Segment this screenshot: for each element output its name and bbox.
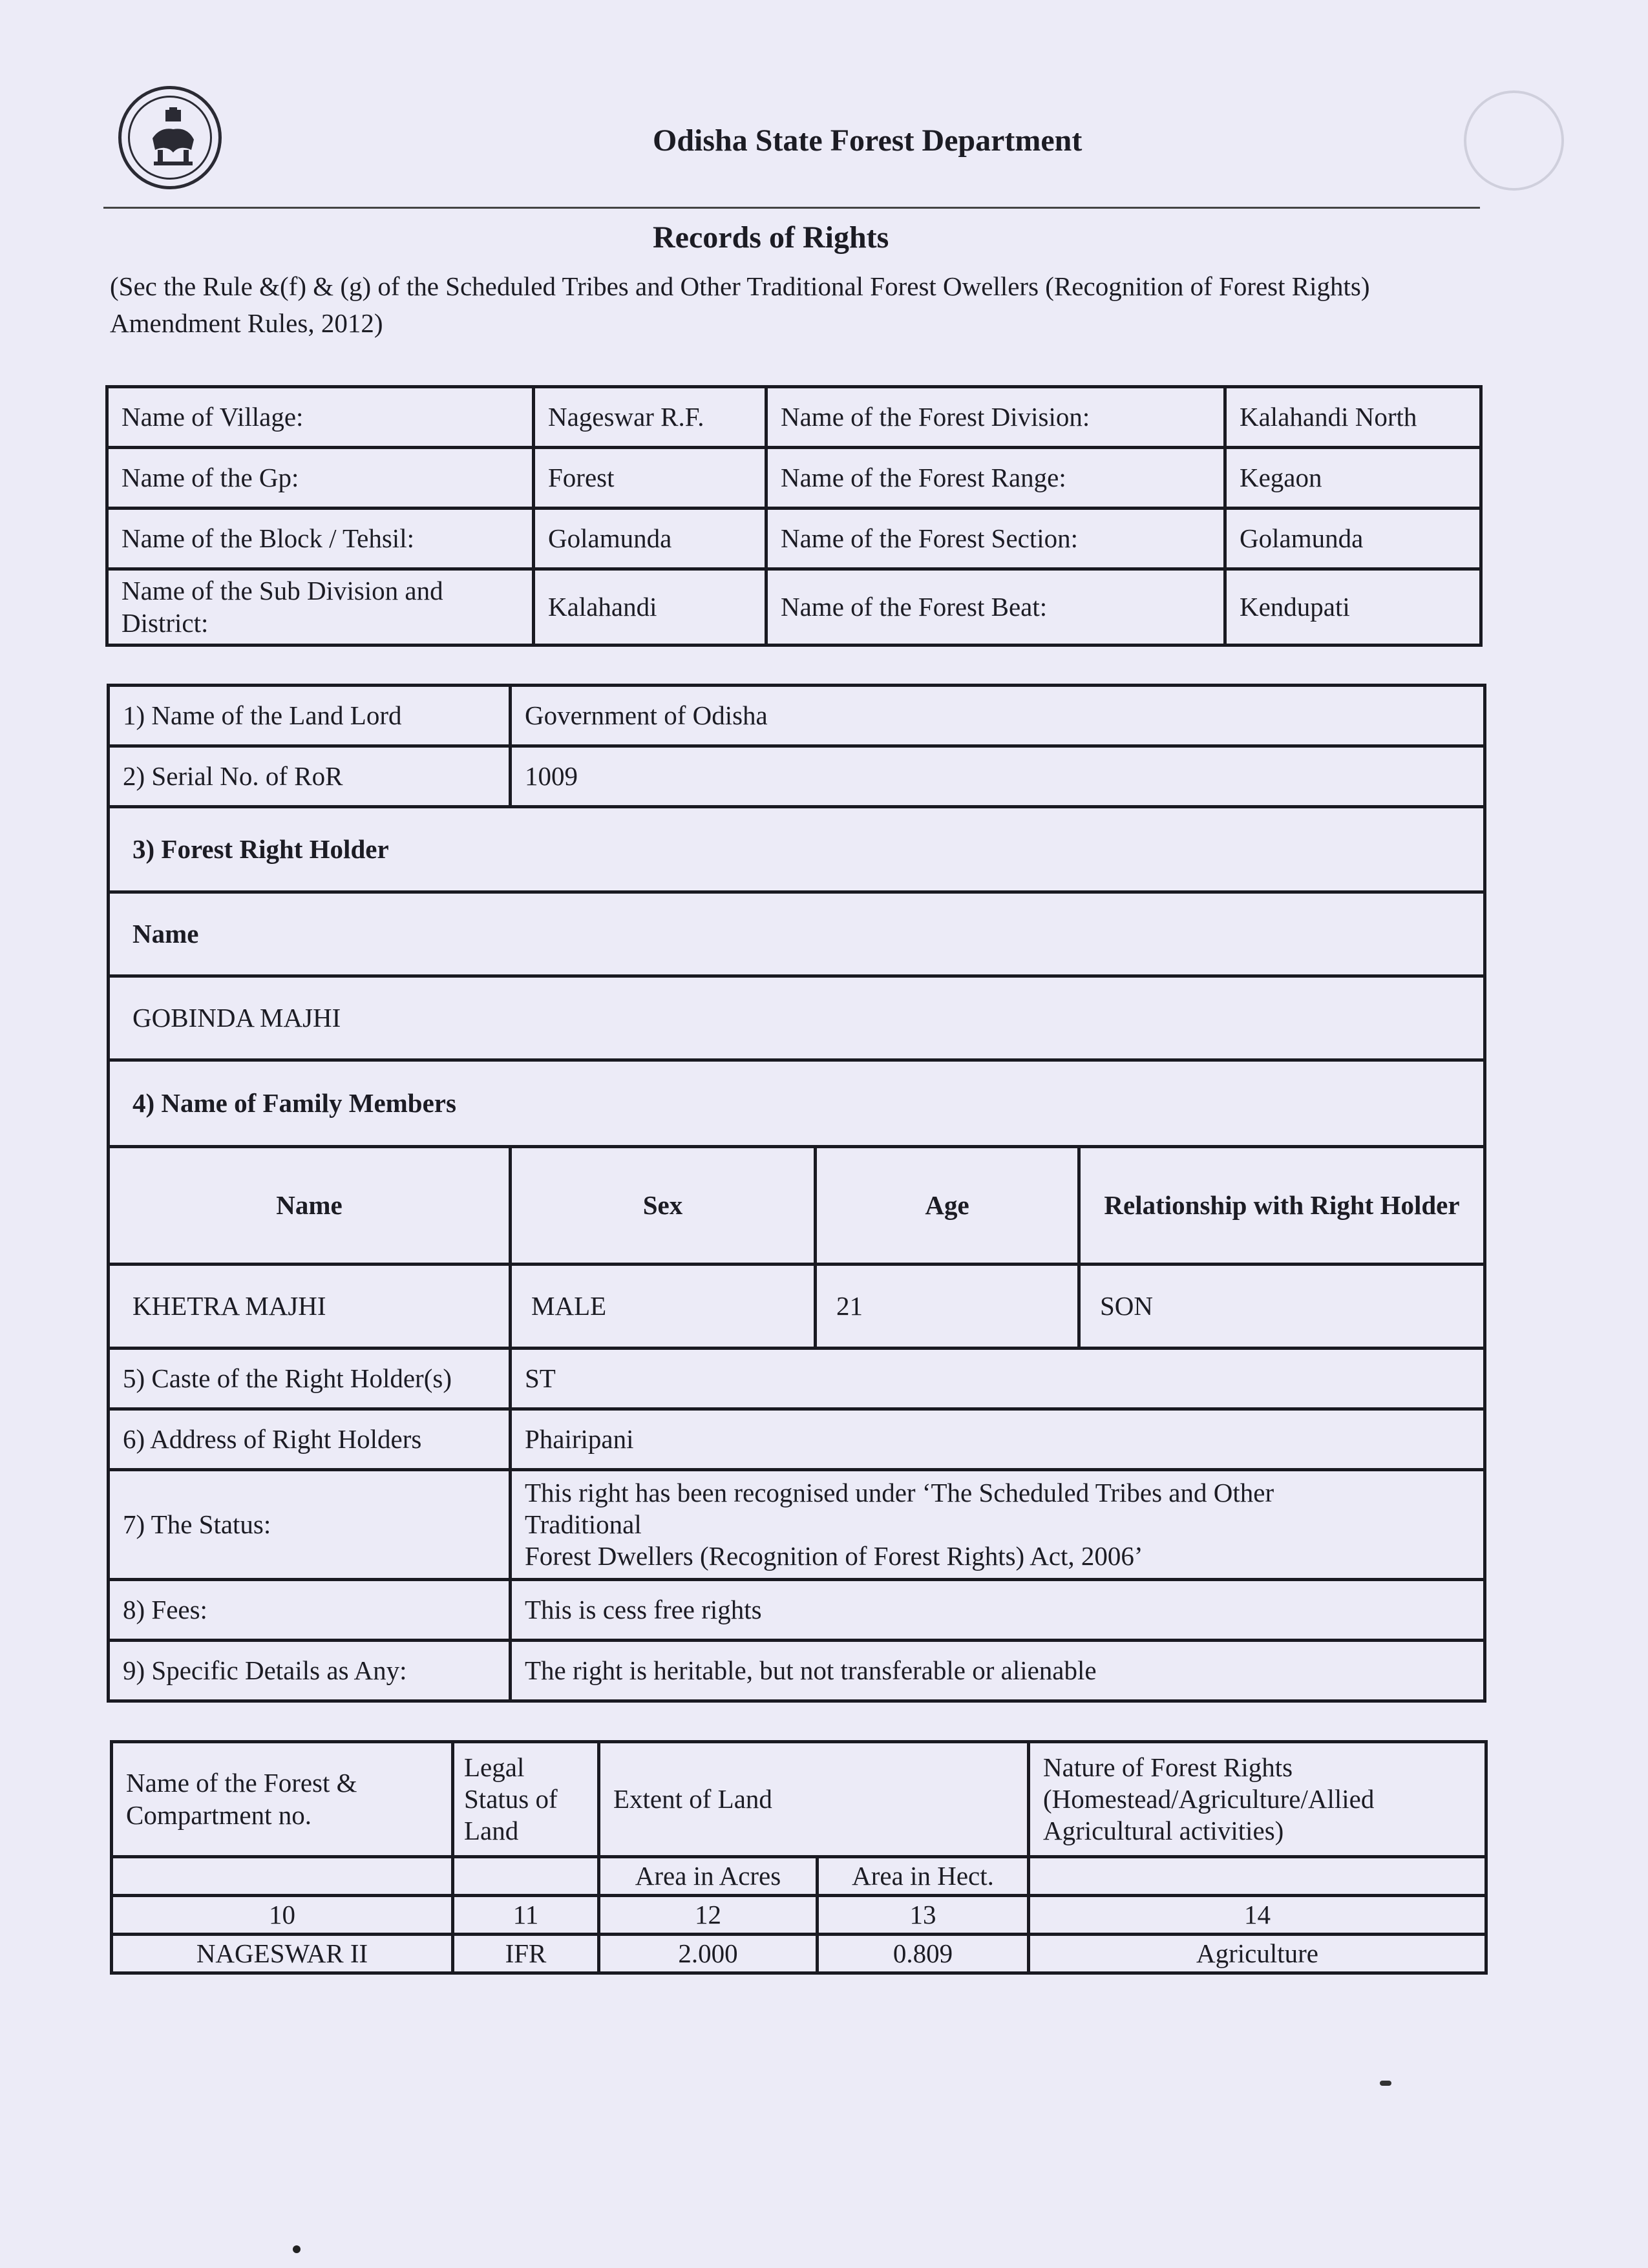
col-nature-of-rights: Nature of Forest Rights (Homestead/Agriculture/Allied Agricultural activities) bbox=[1029, 1742, 1486, 1857]
ink-speck bbox=[293, 2245, 301, 2253]
state-emblem-logo bbox=[118, 86, 222, 189]
table-row bbox=[112, 1742, 1486, 1857]
table-row bbox=[107, 509, 1481, 569]
blank-cell bbox=[1029, 1857, 1486, 1896]
col-number-14: 14 bbox=[1029, 1896, 1486, 1935]
family-col-name: Name bbox=[109, 1147, 511, 1265]
land-nature-of-rights: Agriculture bbox=[1029, 1935, 1486, 1973]
faint-seal-watermark bbox=[1464, 90, 1564, 191]
family-heading: 4) Name of Family Members bbox=[109, 1060, 1485, 1147]
department-name: Odisha State Forest Department bbox=[653, 123, 1083, 158]
table-row bbox=[109, 1641, 1485, 1701]
table-row bbox=[109, 1265, 1485, 1349]
forest-beat-value: Kendupati bbox=[1225, 569, 1481, 646]
document-subtitle: (Sec the Rule &(f) & (g) of the Scheduled Tribes and Other Traditional Forest Owellers (Recognition of Forest Rights) Amendment Rules, 2012) bbox=[110, 271, 1370, 339]
gp-label: Name of the Gp: bbox=[107, 448, 534, 509]
village-value: Nageswar R.F. bbox=[534, 387, 766, 448]
village-label: Name of Village: bbox=[107, 387, 534, 448]
details-label: 9) Specific Details as Any: bbox=[109, 1641, 511, 1701]
caste-value: ST bbox=[511, 1349, 1485, 1409]
table-row bbox=[112, 1896, 1486, 1935]
family-member-relationship: SON bbox=[1079, 1265, 1485, 1349]
table-row bbox=[112, 1935, 1486, 1973]
table-row bbox=[109, 1060, 1485, 1147]
family-member-age: 21 bbox=[816, 1265, 1079, 1349]
holder-name: GOBINDA MAJHI bbox=[109, 976, 1485, 1060]
land-area-acres: 2.000 bbox=[599, 1935, 818, 1973]
table-row bbox=[109, 746, 1485, 807]
table-row bbox=[109, 976, 1485, 1060]
table-row bbox=[109, 1349, 1485, 1409]
fees-value: This is cess free rights bbox=[511, 1580, 1485, 1641]
forest-range-label: Name of the Forest Range: bbox=[766, 448, 1225, 509]
status-text-line-1: This right has been recognised under ‘The Scheduled Tribes and Other Traditional bbox=[525, 1477, 1274, 1539]
sub-division-value: Kalahandi bbox=[534, 569, 766, 646]
status-value bbox=[511, 1470, 1485, 1580]
family-member-sex: MALE bbox=[511, 1265, 816, 1349]
forest-beat-label: Name of the Forest Beat: bbox=[766, 569, 1225, 646]
status-label: 7) The Status: bbox=[109, 1470, 511, 1580]
family-col-age: Age bbox=[816, 1147, 1079, 1265]
col-area-acres: Area in Acres bbox=[599, 1857, 818, 1896]
land-area-hect: 0.809 bbox=[818, 1935, 1029, 1973]
family-col-sex: Sex bbox=[511, 1147, 816, 1265]
col-number-10: 10 bbox=[112, 1896, 453, 1935]
forest-division-label: Name of the Forest Division: bbox=[766, 387, 1225, 448]
serial-value: 1009 bbox=[511, 746, 1485, 807]
document-title: Records of Rights bbox=[653, 220, 889, 255]
table-row bbox=[109, 1409, 1485, 1470]
land-legal-status: IFR bbox=[453, 1935, 599, 1973]
col-area-hect: Area in Hect. bbox=[818, 1857, 1029, 1896]
col-forest-compartment: Name of the Forest & Compartment no. bbox=[112, 1742, 453, 1857]
caste-label: 5) Caste of the Right Holder(s) bbox=[109, 1349, 511, 1409]
table-row bbox=[109, 807, 1485, 892]
holder-name-heading: Name bbox=[109, 892, 1485, 976]
block-tehsil-label: Name of the Block / Tehsil: bbox=[107, 509, 534, 569]
address-value: Phairipani bbox=[511, 1409, 1485, 1470]
blank-cell bbox=[112, 1857, 453, 1896]
header-rule bbox=[103, 207, 1480, 209]
table-row bbox=[107, 448, 1481, 509]
col-number-11: 11 bbox=[453, 1896, 599, 1935]
table-row bbox=[109, 1580, 1485, 1641]
forest-range-value: Kegaon bbox=[1225, 448, 1481, 509]
table-row bbox=[107, 387, 1481, 448]
forest-section-label: Name of the Forest Section: bbox=[766, 509, 1225, 569]
sub-division-label: Name of the Sub Division and District: bbox=[107, 569, 534, 646]
table-row bbox=[109, 1147, 1485, 1265]
col-legal-status: Legal Status of Land bbox=[453, 1742, 599, 1857]
col-number-13: 13 bbox=[818, 1896, 1029, 1935]
holder-heading: 3) Forest Right Holder bbox=[109, 807, 1485, 892]
family-col-relationship: Relationship with Right Holder bbox=[1079, 1147, 1485, 1265]
family-member-name: KHETRA MAJHI bbox=[109, 1265, 511, 1349]
land-lord-label: 1) Name of the Land Lord bbox=[109, 686, 511, 746]
land-forest-name: NAGESWAR II bbox=[112, 1935, 453, 1973]
table-row bbox=[109, 1470, 1485, 1580]
col-number-12: 12 bbox=[599, 1896, 818, 1935]
table-row bbox=[107, 569, 1481, 646]
land-lord-value: Government of Odisha bbox=[511, 686, 1485, 746]
details-value: The right is heritable, but not transferable or alienable bbox=[511, 1641, 1485, 1701]
forest-section-value: Golamunda bbox=[1225, 509, 1481, 569]
block-tehsil-value: Golamunda bbox=[534, 509, 766, 569]
location-table bbox=[105, 385, 1483, 647]
table-row bbox=[109, 892, 1485, 976]
col-extent-of-land: Extent of Land bbox=[599, 1742, 1029, 1857]
land-table bbox=[110, 1740, 1488, 1975]
blank-cell bbox=[453, 1857, 599, 1896]
table-row bbox=[112, 1857, 1486, 1896]
table-row bbox=[109, 686, 1485, 746]
address-label: 6) Address of Right Holders bbox=[109, 1409, 511, 1470]
ink-speck bbox=[1380, 2081, 1391, 2086]
rights-table bbox=[107, 684, 1486, 1703]
forest-division-value: Kalahandi North bbox=[1225, 387, 1481, 448]
serial-label: 2) Serial No. of RoR bbox=[109, 746, 511, 807]
fees-label: 8) Fees: bbox=[109, 1580, 511, 1641]
gp-value: Forest bbox=[534, 448, 766, 509]
status-text-line-2: Forest Dwellers (Recognition of Forest Rights) Act, 2006’ bbox=[525, 1541, 1143, 1571]
lion-capital-icon bbox=[141, 107, 206, 172]
